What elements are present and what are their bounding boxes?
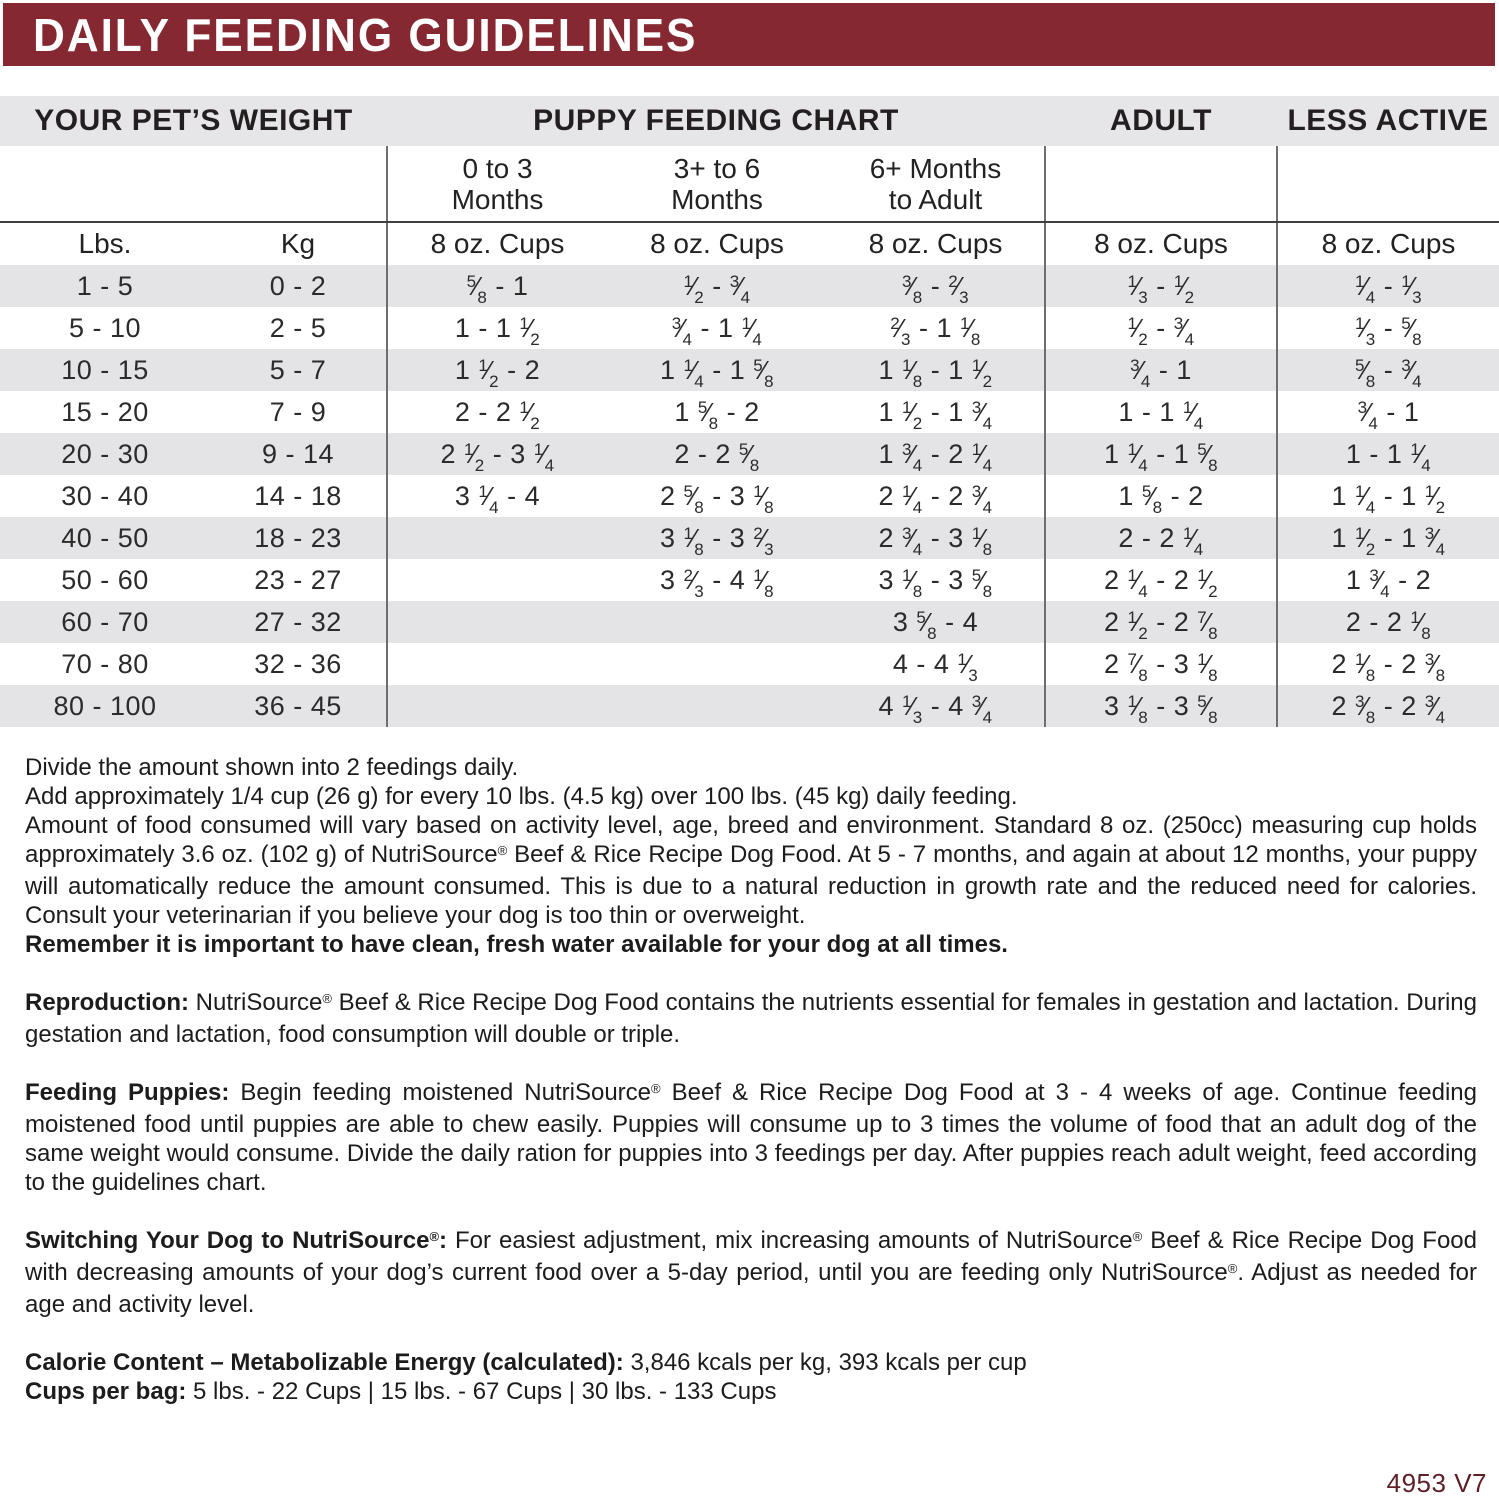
less-active-cell: $^5⁄_8$ - $^3⁄_4$ [1277,349,1499,391]
weight-lbs-cell: 40 - 50 [0,517,210,559]
puppy-3-6-cell: 1 $^1⁄_4 - 1$ $^5⁄_8$ [607,349,827,391]
col-3-6-line1: 3+ to 6 [673,152,761,184]
months-spacer [0,146,387,222]
weight-lbs-cell: 1 - 5 [0,265,210,307]
weight-kg-cell: 32 - 36 [254,648,342,679]
puppy-0-3-cell: 2 $^1⁄_2 - 3$ $^1⁄_4$ [387,433,607,475]
less-active-cell: 1 $^1⁄_4 - 1$ $^1⁄_2$ [1277,475,1499,517]
puppy-0-3-cell [387,643,607,685]
unit-cups-adult: 8 oz. Cups [1045,222,1277,265]
weight-kg-cell: 7 - 9 [269,396,327,427]
less-active-cell: $^1⁄_4$ - $^1⁄_3$ [1277,265,1499,307]
puppy-3-6-cell: 2 $^5⁄_8 - 3$ $^1⁄_8$ [659,480,775,517]
adult-cell: 2 $^7⁄_8 - 3$ $^1⁄_8$ [1045,643,1277,685]
weight-lbs-cell: 50 - 60 [61,564,149,595]
puppy-0-3-cell: 1 $^1⁄_2 - 2$ [387,349,607,391]
note-water: Remember it is important to have clean, fresh water available for your dog at all times. [25,931,1008,958]
weight-lbs-cell: 20 - 30 [0,433,210,475]
notes [25,753,1477,1406]
col-0-3-line2: Months [451,183,544,215]
weight-lbs-cell: 5 - 10 [68,312,142,343]
weight-lbs-cell: 10 - 15 [0,349,210,391]
puppy-6-adult-cell: 2 $^1⁄_4 - 2$ $^3⁄_4$ [878,480,993,517]
puppy-3-6-cell: 3 $^1⁄_8 - 3$ $^2⁄_3$ [607,517,827,559]
table-row [0,685,1499,727]
less-active-cell: 2 $^1⁄_8 - 2$ $^3⁄_8$ [1277,643,1499,685]
adult-cell: 2 - 2 $^1⁄_4$ [1045,517,1277,559]
puppy-6-adult-cell: 3 $^1⁄_8 - 3$ $^5⁄_8$ [878,564,993,601]
table-row [0,601,1499,643]
adult-months-spacer [1045,146,1277,222]
table-row [0,391,1499,433]
puppy-3-6-cell [607,643,827,685]
note-divide: Divide the amount shown into 2 feedings daily. [25,754,519,781]
less-active-cell: 2 - 2 $^1⁄_8$ [1277,601,1499,643]
puppy-0-3-cell [387,685,607,727]
weight-kg-cell: 18 - 23 [210,517,387,559]
col-0-3-line1: 0 to 3 [462,152,533,184]
puppy-6-adult-cell: $^3⁄_8$ - $^2⁄_3$ [827,265,1045,307]
puppy-3-6-cell [607,601,827,643]
weight-lbs-cell: 80 - 100 [0,685,210,727]
footer-version-code: 4953 V7 [1386,1468,1487,1498]
unit-cups-3-6: 8 oz. Cups [650,228,784,259]
puppy-3-6-cell [607,685,827,727]
weight-lbs-cell: 70 - 80 [61,648,149,679]
note-amount: Amount of food consumed will vary based on activity level, age, breed and environment. Standard 8 oz. (250cc) measuring cup holds approximately 3.6 oz. (102 g) of NutriSource® Beef & Rice Recipe Dog Food. At 5 - 7 months, and again at about 12 months, your puppy will automatically reduce the amount consumed. This is due to a natural reduction in growth rate and the reduced need for calories. Consult your veterinarian if you believe your dog is too thin or overweight. [25,812,1477,929]
unit-cups-0-3: 8 oz. Cups [387,222,607,265]
col-0-3-months [387,146,607,222]
table-row [0,265,1499,307]
less-active-cell: 1 $^3⁄_4 - 2$ [1277,559,1499,601]
weight-kg-cell: 9 - 14 [210,433,387,475]
feeding-table-body [0,265,1499,727]
less-active-cell: 2 $^3⁄_8 - 2$ $^3⁄_4$ [1277,685,1499,727]
table-row [0,475,1499,517]
puppy-6-adult-cell: 4 - 4 $^1⁄_3$ [892,648,979,685]
header-less-active: LESS ACTIVE [1277,96,1499,146]
less-active-months-spacer [1277,146,1499,222]
puppy-3-6-cell: $^1⁄_2$ - $^3⁄_4$ [607,265,827,307]
weight-kg-cell: 0 - 2 [210,265,387,307]
feeding-guidelines-table [0,96,1499,727]
table-row [0,433,1499,475]
page-title: DAILY FEEDING GUIDELINES [33,8,698,61]
puppy-3-6-cell: 3 $^2⁄_3 - 4$ $^1⁄_8$ [659,564,775,601]
adult-cell: 2 $^1⁄_4 - 2$ $^1⁄_2$ [1045,559,1277,601]
puppy-0-3-cell [387,601,607,643]
puppy-6-adult-cell: 1 $^3⁄_4 - 2$ $^1⁄_4$ [827,433,1045,475]
title-bar [3,3,1495,66]
group-header-row [0,96,1499,146]
less-active-cell: $^1⁄_3$ - $^5⁄_8$ [1277,307,1499,349]
header-puppy-feeding-chart: PUPPY FEEDING CHART [387,96,1045,146]
weight-kg-cell: 27 - 32 [210,601,387,643]
adult-cell: $^1⁄_2$ - $^3⁄_4$ [1045,307,1277,349]
puppy-0-3-cell: $^5⁄_8 - 1$ [387,265,607,307]
header-adult: ADULT [1045,96,1277,146]
unit-cups-less-active: 8 oz. Cups [1277,222,1499,265]
puppy-6-adult-cell: 2 $^3⁄_4 - 3$ $^1⁄_8$ [827,517,1045,559]
weight-kg-cell: 5 - 7 [210,349,387,391]
note-reproduction: Reproduction: NutriSource® Beef & Rice Recipe Dog Food contains the nutrients essential for females in gestation and lactation. During gestation and lactation, food consumption will double or triple. [25,989,1477,1048]
adult-cell: $^1⁄_3$ - $^1⁄_2$ [1045,265,1277,307]
less-active-cell: 1 $^1⁄_2 - 1$ $^3⁄_4$ [1277,517,1499,559]
puppy-6-adult-cell: 4 $^1⁄_3 - 4$ $^3⁄_4$ [827,685,1045,727]
puppy-6-adult-cell: 1 $^1⁄_8 - 1$ $^1⁄_2$ [827,349,1045,391]
puppy-6-adult-cell: 3 $^5⁄_8 - 4$ [827,601,1045,643]
puppy-3-6-cell: 2 - 2 $^5⁄_8$ [607,433,827,475]
weight-lbs-cell: 60 - 70 [0,601,210,643]
col-3-6-months [607,146,827,222]
note-cups-per-bag: Cups per bag: 5 lbs. - 22 Cups | 15 lbs. - 67 Cups | 30 lbs. - 133 Cups [25,1378,777,1405]
puppy-0-3-cell: 3 $^1⁄_4 - 4$ [387,475,607,517]
adult-cell: 2 $^1⁄_2 - 2$ $^7⁄_8$ [1045,601,1277,643]
puppy-0-3-cell [387,559,607,601]
less-active-cell: $^3⁄_4 - 1$ [1277,391,1499,433]
table-row [0,517,1499,559]
col-6-adult-line1: 6+ Months [869,152,1002,184]
adult-cell: 3 $^1⁄_8 - 3$ $^5⁄_8$ [1045,685,1277,727]
col-6-adult-line2: to Adult [888,183,983,215]
header-your-pets-weight: YOUR PET’S WEIGHT [0,96,387,146]
puppy-0-3-cell [387,517,607,559]
note-add: Add approximately 1/4 cup (26 g) for every 10 lbs. (4.5 kg) over 100 lbs. (45 kg) daily feeding. [25,783,1018,810]
puppy-0-3-cell: 1 - 1 $^1⁄_2$ [387,307,607,349]
weight-kg-cell: 23 - 27 [254,564,342,595]
units-row [0,222,1499,265]
adult-cell: $^3⁄_4 - 1$ [1045,349,1277,391]
weight-lbs-cell: 30 - 40 [61,480,149,511]
puppy-0-3-cell: 2 - 2 $^1⁄_2$ [387,391,607,433]
col-3-6-line2: Months [671,183,763,215]
weight-lbs-cell: 15 - 20 [61,396,149,427]
adult-cell: 1 $^1⁄_4 - 1$ $^5⁄_8$ [1045,433,1277,475]
unit-kg: Kg [280,228,316,259]
col-6-adult-months [827,146,1045,222]
note-feeding-puppies: Feeding Puppies: Begin feeding moistened NutriSource® Beef & Rice Recipe Dog Food at 3 - 4 weeks of age. Continue feeding moistened food until puppies are able to chew easily. Puppies will consume up to 3 times the volume of food that an adult dog of the same weight would consume. Divide the daily ration for puppies into 3 feedings per day. After puppies reach adult weight, feed according to the guidelines chart. [25,1079,1478,1196]
note-switching: Switching Your Dog to NutriSource®: For easiest adjustment, mix increasing amounts of NutriSource® Beef & Rice Recipe Dog Food with decreasing amounts of your dog’s current food over a 5-day period, until you are feeding only NutriSource®. Adjust as needed for age and activity level. [25,1227,1478,1318]
puppy-3-6-cell: $^3⁄_4 - 1$ $^1⁄_4$ [671,312,763,349]
unit-cups-6-adult: 8 oz. Cups [868,228,1003,259]
note-calorie-content: Calorie Content – Metabolizable Energy (calculated): 3,846 kcals per kg, 393 kcals per cup [25,1349,1027,1376]
weight-kg-cell: 36 - 45 [210,685,387,727]
less-active-cell: 1 - 1 $^1⁄_4$ [1277,433,1499,475]
months-header-row [0,146,1499,222]
adult-cell: 1 $^5⁄_8 - 2$ [1045,475,1277,517]
adult-cell: 1 - 1 $^1⁄_4$ [1045,391,1277,433]
table-row [0,307,1499,349]
weight-kg-cell: 2 - 5 [269,312,327,343]
puppy-3-6-cell: 1 $^5⁄_8 - 2$ [674,396,760,433]
table-row [0,349,1499,391]
table-row [0,559,1499,601]
unit-lbs: Lbs. [78,228,132,259]
weight-kg-cell: 14 - 18 [254,480,342,511]
table-row [0,643,1499,685]
puppy-6-adult-cell: 1 $^1⁄_2 - 1$ $^3⁄_4$ [878,396,993,433]
puppy-6-adult-cell: $^2⁄_3 - 1$ $^1⁄_8$ [890,312,981,349]
